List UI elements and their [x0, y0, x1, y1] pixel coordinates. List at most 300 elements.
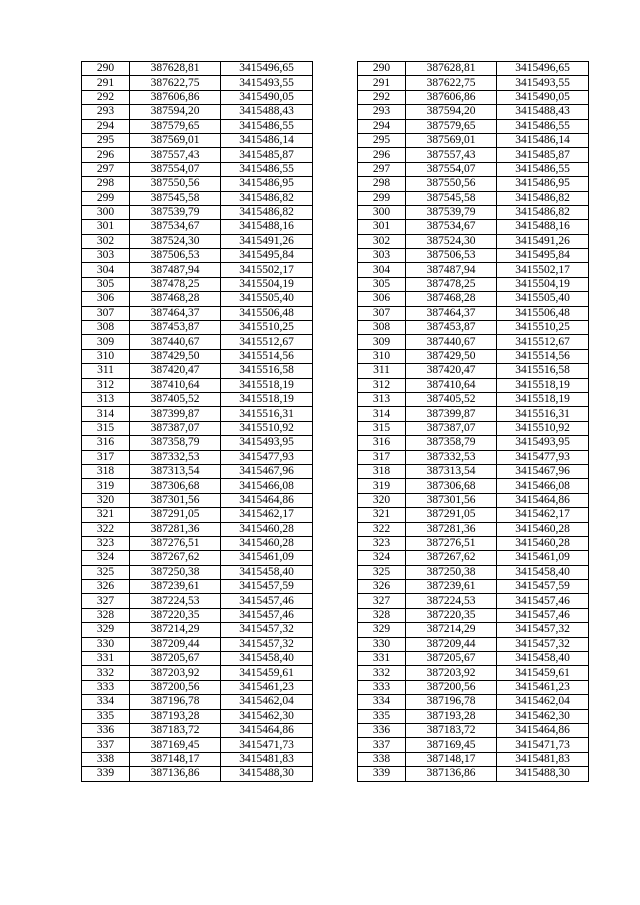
left-point-number-cell: 333 — [82, 680, 130, 694]
left-point-number-cell: 316 — [82, 436, 130, 450]
right-point-number-cell: 290 — [358, 62, 406, 76]
left-y-coordinate-cell: 3415504,19 — [221, 277, 313, 291]
right-y-coordinate-cell: 3415518,19 — [497, 392, 589, 406]
column-gap — [313, 321, 358, 335]
column-gap — [313, 580, 358, 594]
column-gap — [313, 464, 358, 478]
right-x-coordinate-cell: 387464,37 — [406, 306, 497, 320]
right-point-number-cell: 339 — [358, 767, 406, 781]
column-gap — [313, 335, 358, 349]
left-y-coordinate-cell: 3415495,84 — [221, 249, 313, 263]
right-y-coordinate-cell: 3415510,92 — [497, 421, 589, 435]
left-point-number-cell: 313 — [82, 392, 130, 406]
left-y-coordinate-cell: 3415464,86 — [221, 723, 313, 737]
left-point-number-cell: 301 — [82, 220, 130, 234]
left-x-coordinate-cell: 387332,53 — [130, 450, 221, 464]
right-x-coordinate-cell: 387313,54 — [406, 464, 497, 478]
right-y-coordinate-cell: 3415516,58 — [497, 364, 589, 378]
column-gap — [313, 205, 358, 219]
right-point-number-cell: 304 — [358, 263, 406, 277]
left-y-coordinate-cell: 3415486,82 — [221, 191, 313, 205]
right-point-number-cell: 313 — [358, 392, 406, 406]
column-gap — [313, 551, 358, 565]
column-gap — [313, 249, 358, 263]
right-y-coordinate-cell: 3415458,40 — [497, 565, 589, 579]
left-x-coordinate-cell: 387200,56 — [130, 680, 221, 694]
right-point-number-cell: 300 — [358, 205, 406, 219]
table-row — [82, 62, 589, 76]
left-x-coordinate-cell: 387420,47 — [130, 364, 221, 378]
left-y-coordinate-cell: 3415485,87 — [221, 148, 313, 162]
left-point-number-cell: 334 — [82, 695, 130, 709]
table-row — [82, 421, 589, 435]
table-row — [82, 292, 589, 306]
table-row — [82, 306, 589, 320]
table-row — [82, 580, 589, 594]
right-y-coordinate-cell: 3415514,56 — [497, 349, 589, 363]
right-x-coordinate-cell: 387358,79 — [406, 436, 497, 450]
left-point-number-cell: 329 — [82, 623, 130, 637]
table-row — [82, 637, 589, 651]
right-point-number-cell: 335 — [358, 709, 406, 723]
left-x-coordinate-cell: 387545,58 — [130, 191, 221, 205]
left-x-coordinate-cell: 387220,35 — [130, 608, 221, 622]
table-row — [82, 522, 589, 536]
right-x-coordinate-cell: 387387,07 — [406, 421, 497, 435]
left-point-number-cell: 315 — [82, 421, 130, 435]
left-point-number-cell: 307 — [82, 306, 130, 320]
left-x-coordinate-cell: 387148,17 — [130, 752, 221, 766]
column-gap — [313, 105, 358, 119]
left-y-coordinate-cell: 3415488,30 — [221, 767, 313, 781]
left-x-coordinate-cell: 387534,67 — [130, 220, 221, 234]
left-y-coordinate-cell: 3415457,46 — [221, 608, 313, 622]
left-point-number-cell: 293 — [82, 105, 130, 119]
left-y-coordinate-cell: 3415496,65 — [221, 62, 313, 76]
left-x-coordinate-cell: 387524,30 — [130, 234, 221, 248]
column-gap — [313, 421, 358, 435]
left-y-coordinate-cell: 3415486,14 — [221, 133, 313, 147]
right-x-coordinate-cell: 387267,62 — [406, 551, 497, 565]
left-y-coordinate-cell: 3415486,55 — [221, 162, 313, 176]
right-point-number-cell: 298 — [358, 177, 406, 191]
table-row — [82, 90, 589, 104]
left-point-number-cell: 323 — [82, 536, 130, 550]
left-x-coordinate-cell: 387203,92 — [130, 666, 221, 680]
left-x-coordinate-cell: 387478,25 — [130, 277, 221, 291]
left-y-coordinate-cell: 3415490,05 — [221, 90, 313, 104]
right-x-coordinate-cell: 387224,53 — [406, 594, 497, 608]
column-gap — [313, 292, 358, 306]
right-y-coordinate-cell: 3415471,73 — [497, 738, 589, 752]
left-point-number-cell: 303 — [82, 249, 130, 263]
table-row — [82, 479, 589, 493]
column-gap — [313, 594, 358, 608]
column-gap — [313, 191, 358, 205]
right-y-coordinate-cell: 3415486,55 — [497, 119, 589, 133]
right-y-coordinate-cell: 3415457,59 — [497, 580, 589, 594]
left-point-number-cell: 314 — [82, 407, 130, 421]
left-x-coordinate-cell: 387594,20 — [130, 105, 221, 119]
left-y-coordinate-cell: 3415457,59 — [221, 580, 313, 594]
left-point-number-cell: 312 — [82, 378, 130, 392]
left-y-coordinate-cell: 3415514,56 — [221, 349, 313, 363]
right-x-coordinate-cell: 387468,28 — [406, 292, 497, 306]
column-gap — [313, 177, 358, 191]
column-gap — [313, 680, 358, 694]
column-gap — [313, 652, 358, 666]
left-y-coordinate-cell: 3415481,83 — [221, 752, 313, 766]
left-x-coordinate-cell: 387196,78 — [130, 695, 221, 709]
column-gap — [313, 407, 358, 421]
right-y-coordinate-cell: 3415459,61 — [497, 666, 589, 680]
left-x-coordinate-cell: 387506,53 — [130, 249, 221, 263]
left-point-number-cell: 305 — [82, 277, 130, 291]
left-y-coordinate-cell: 3415506,48 — [221, 306, 313, 320]
right-y-coordinate-cell: 3415518,19 — [497, 378, 589, 392]
left-y-coordinate-cell: 3415464,86 — [221, 493, 313, 507]
column-gap — [313, 623, 358, 637]
right-x-coordinate-cell: 387301,56 — [406, 493, 497, 507]
table-row — [82, 608, 589, 622]
right-x-coordinate-cell: 387539,79 — [406, 205, 497, 219]
right-x-coordinate-cell: 387209,44 — [406, 637, 497, 651]
left-y-coordinate-cell: 3415467,96 — [221, 464, 313, 478]
table-row — [82, 249, 589, 263]
column-gap — [313, 220, 358, 234]
left-point-number-cell: 296 — [82, 148, 130, 162]
table-row — [82, 277, 589, 291]
right-y-coordinate-cell: 3415462,04 — [497, 695, 589, 709]
table-row — [82, 652, 589, 666]
right-point-number-cell: 322 — [358, 522, 406, 536]
right-y-coordinate-cell: 3415485,87 — [497, 148, 589, 162]
left-point-number-cell: 332 — [82, 666, 130, 680]
column-gap — [313, 479, 358, 493]
left-point-number-cell: 299 — [82, 191, 130, 205]
right-point-number-cell: 310 — [358, 349, 406, 363]
table-row — [82, 378, 589, 392]
right-y-coordinate-cell: 3415505,40 — [497, 292, 589, 306]
left-x-coordinate-cell: 387557,43 — [130, 148, 221, 162]
right-x-coordinate-cell: 387332,53 — [406, 450, 497, 464]
left-point-number-cell: 330 — [82, 637, 130, 651]
left-point-number-cell: 321 — [82, 508, 130, 522]
right-x-coordinate-cell: 387429,50 — [406, 349, 497, 363]
right-y-coordinate-cell: 3415457,32 — [497, 623, 589, 637]
table-row — [82, 162, 589, 176]
right-x-coordinate-cell: 387220,35 — [406, 608, 497, 622]
column-gap — [313, 349, 358, 363]
right-y-coordinate-cell: 3415457,46 — [497, 594, 589, 608]
column-gap — [313, 76, 358, 90]
table-row — [82, 148, 589, 162]
right-point-number-cell: 292 — [358, 90, 406, 104]
left-point-number-cell: 327 — [82, 594, 130, 608]
table-row — [82, 205, 589, 219]
left-y-coordinate-cell: 3415488,16 — [221, 220, 313, 234]
column-gap — [313, 263, 358, 277]
right-y-coordinate-cell: 3415493,95 — [497, 436, 589, 450]
left-point-number-cell: 294 — [82, 119, 130, 133]
left-y-coordinate-cell: 3415488,43 — [221, 105, 313, 119]
right-point-number-cell: 332 — [358, 666, 406, 680]
right-point-number-cell: 327 — [358, 594, 406, 608]
right-y-coordinate-cell: 3415481,83 — [497, 752, 589, 766]
left-y-coordinate-cell: 3415461,09 — [221, 551, 313, 565]
left-y-coordinate-cell: 3415462,17 — [221, 508, 313, 522]
table-row — [82, 133, 589, 147]
right-y-coordinate-cell: 3415462,17 — [497, 508, 589, 522]
right-y-coordinate-cell: 3415490,05 — [497, 90, 589, 104]
left-point-number-cell: 291 — [82, 76, 130, 90]
left-y-coordinate-cell: 3415462,04 — [221, 695, 313, 709]
column-gap — [313, 378, 358, 392]
right-point-number-cell: 312 — [358, 378, 406, 392]
left-y-coordinate-cell: 3415457,32 — [221, 623, 313, 637]
left-x-coordinate-cell: 387453,87 — [130, 321, 221, 335]
table-row — [82, 695, 589, 709]
right-x-coordinate-cell: 387545,58 — [406, 191, 497, 205]
left-point-number-cell: 302 — [82, 234, 130, 248]
table-row — [82, 450, 589, 464]
column-gap — [313, 234, 358, 248]
table-row — [82, 191, 589, 205]
right-x-coordinate-cell: 387183,72 — [406, 723, 497, 737]
right-x-coordinate-cell: 387306,68 — [406, 479, 497, 493]
left-y-coordinate-cell: 3415460,28 — [221, 522, 313, 536]
left-point-number-cell: 317 — [82, 450, 130, 464]
left-x-coordinate-cell: 387183,72 — [130, 723, 221, 737]
table-row — [82, 436, 589, 450]
right-y-coordinate-cell: 3415464,86 — [497, 723, 589, 737]
table-row — [82, 234, 589, 248]
left-x-coordinate-cell: 387579,65 — [130, 119, 221, 133]
right-point-number-cell: 331 — [358, 652, 406, 666]
left-y-coordinate-cell: 3415477,93 — [221, 450, 313, 464]
left-y-coordinate-cell: 3415518,19 — [221, 378, 313, 392]
left-point-number-cell: 319 — [82, 479, 130, 493]
left-y-coordinate-cell: 3415461,23 — [221, 680, 313, 694]
right-x-coordinate-cell: 387281,36 — [406, 522, 497, 536]
document-page — [81, 61, 570, 782]
column-gap — [313, 90, 358, 104]
left-y-coordinate-cell: 3415510,92 — [221, 421, 313, 435]
left-y-coordinate-cell: 3415460,28 — [221, 536, 313, 550]
table-row — [82, 680, 589, 694]
left-y-coordinate-cell: 3415459,61 — [221, 666, 313, 680]
left-point-number-cell: 335 — [82, 709, 130, 723]
column-gap — [313, 522, 358, 536]
table-row — [82, 594, 589, 608]
left-point-number-cell: 309 — [82, 335, 130, 349]
right-x-coordinate-cell: 387478,25 — [406, 277, 497, 291]
right-x-coordinate-cell: 387169,45 — [406, 738, 497, 752]
right-y-coordinate-cell: 3415486,55 — [497, 162, 589, 176]
left-point-number-cell: 311 — [82, 364, 130, 378]
right-x-coordinate-cell: 387250,38 — [406, 565, 497, 579]
left-x-coordinate-cell: 387539,79 — [130, 205, 221, 219]
right-y-coordinate-cell: 3415464,86 — [497, 493, 589, 507]
right-point-number-cell: 299 — [358, 191, 406, 205]
left-x-coordinate-cell: 387205,67 — [130, 652, 221, 666]
right-y-coordinate-cell: 3415458,40 — [497, 652, 589, 666]
column-gap — [313, 666, 358, 680]
table-row — [82, 565, 589, 579]
left-point-number-cell: 336 — [82, 723, 130, 737]
column-gap — [313, 277, 358, 291]
right-y-coordinate-cell: 3415486,95 — [497, 177, 589, 191]
left-y-coordinate-cell: 3415505,40 — [221, 292, 313, 306]
left-x-coordinate-cell: 387301,56 — [130, 493, 221, 507]
right-point-number-cell: 297 — [358, 162, 406, 176]
left-point-number-cell: 322 — [82, 522, 130, 536]
right-x-coordinate-cell: 387557,43 — [406, 148, 497, 162]
left-x-coordinate-cell: 387358,79 — [130, 436, 221, 450]
table-row — [82, 752, 589, 766]
right-point-number-cell: 291 — [358, 76, 406, 90]
right-point-number-cell: 314 — [358, 407, 406, 421]
right-x-coordinate-cell: 387506,53 — [406, 249, 497, 263]
right-point-number-cell: 326 — [358, 580, 406, 594]
right-y-coordinate-cell: 3415496,65 — [497, 62, 589, 76]
right-y-coordinate-cell: 3415510,25 — [497, 321, 589, 335]
table-row — [82, 767, 589, 781]
table-row — [82, 392, 589, 406]
left-y-coordinate-cell: 3415486,55 — [221, 119, 313, 133]
table-row — [82, 321, 589, 335]
right-x-coordinate-cell: 387622,75 — [406, 76, 497, 90]
column-gap — [313, 767, 358, 781]
column-gap — [313, 709, 358, 723]
table-row — [82, 709, 589, 723]
left-point-number-cell: 326 — [82, 580, 130, 594]
column-gap — [313, 493, 358, 507]
left-x-coordinate-cell: 387267,62 — [130, 551, 221, 565]
left-point-number-cell: 308 — [82, 321, 130, 335]
right-point-number-cell: 303 — [358, 249, 406, 263]
right-x-coordinate-cell: 387410,64 — [406, 378, 497, 392]
table-row — [82, 493, 589, 507]
right-x-coordinate-cell: 387569,01 — [406, 133, 497, 147]
right-y-coordinate-cell: 3415495,84 — [497, 249, 589, 263]
right-point-number-cell: 316 — [358, 436, 406, 450]
column-gap — [313, 162, 358, 176]
right-point-number-cell: 295 — [358, 133, 406, 147]
coordinate-table-body — [82, 62, 589, 782]
left-point-number-cell: 328 — [82, 608, 130, 622]
left-x-coordinate-cell: 387291,05 — [130, 508, 221, 522]
left-point-number-cell: 338 — [82, 752, 130, 766]
right-point-number-cell: 307 — [358, 306, 406, 320]
right-x-coordinate-cell: 387200,56 — [406, 680, 497, 694]
table-row — [82, 177, 589, 191]
right-point-number-cell: 333 — [358, 680, 406, 694]
column-gap — [313, 392, 358, 406]
column-gap — [313, 752, 358, 766]
column-gap — [313, 306, 358, 320]
column-gap — [313, 738, 358, 752]
right-y-coordinate-cell: 3415486,82 — [497, 191, 589, 205]
right-y-coordinate-cell: 3415506,48 — [497, 306, 589, 320]
right-y-coordinate-cell: 3415477,93 — [497, 450, 589, 464]
left-y-coordinate-cell: 3415457,46 — [221, 594, 313, 608]
right-x-coordinate-cell: 387534,67 — [406, 220, 497, 234]
table-row — [82, 364, 589, 378]
left-x-coordinate-cell: 387440,67 — [130, 335, 221, 349]
left-point-number-cell: 324 — [82, 551, 130, 565]
right-y-coordinate-cell: 3415493,55 — [497, 76, 589, 90]
right-x-coordinate-cell: 387550,56 — [406, 177, 497, 191]
right-point-number-cell: 296 — [358, 148, 406, 162]
left-point-number-cell: 310 — [82, 349, 130, 363]
right-point-number-cell: 315 — [358, 421, 406, 435]
right-point-number-cell: 330 — [358, 637, 406, 651]
table-row — [82, 349, 589, 363]
right-x-coordinate-cell: 387214,29 — [406, 623, 497, 637]
left-x-coordinate-cell: 387606,86 — [130, 90, 221, 104]
left-x-coordinate-cell: 387554,07 — [130, 162, 221, 176]
right-point-number-cell: 334 — [358, 695, 406, 709]
right-point-number-cell: 324 — [358, 551, 406, 565]
left-y-coordinate-cell: 3415471,73 — [221, 738, 313, 752]
column-gap — [313, 450, 358, 464]
right-point-number-cell: 320 — [358, 493, 406, 507]
right-x-coordinate-cell: 387487,94 — [406, 263, 497, 277]
left-point-number-cell: 297 — [82, 162, 130, 176]
left-y-coordinate-cell: 3415516,31 — [221, 407, 313, 421]
table-row — [82, 407, 589, 421]
right-x-coordinate-cell: 387405,52 — [406, 392, 497, 406]
left-x-coordinate-cell: 387169,45 — [130, 738, 221, 752]
left-x-coordinate-cell: 387405,52 — [130, 392, 221, 406]
column-gap — [313, 637, 358, 651]
left-y-coordinate-cell: 3415466,08 — [221, 479, 313, 493]
right-y-coordinate-cell: 3415457,46 — [497, 608, 589, 622]
left-y-coordinate-cell: 3415486,95 — [221, 177, 313, 191]
table-row — [82, 119, 589, 133]
table-row — [82, 536, 589, 550]
right-x-coordinate-cell: 387239,61 — [406, 580, 497, 594]
left-y-coordinate-cell: 3415457,32 — [221, 637, 313, 651]
left-point-number-cell: 318 — [82, 464, 130, 478]
table-row — [82, 76, 589, 90]
right-point-number-cell: 337 — [358, 738, 406, 752]
right-y-coordinate-cell: 3415486,14 — [497, 133, 589, 147]
left-x-coordinate-cell: 387487,94 — [130, 263, 221, 277]
right-y-coordinate-cell: 3415457,32 — [497, 637, 589, 651]
left-y-coordinate-cell: 3415458,40 — [221, 565, 313, 579]
right-point-number-cell: 293 — [358, 105, 406, 119]
left-y-coordinate-cell: 3415510,25 — [221, 321, 313, 335]
right-x-coordinate-cell: 387203,92 — [406, 666, 497, 680]
right-x-coordinate-cell: 387196,78 — [406, 695, 497, 709]
left-point-number-cell: 295 — [82, 133, 130, 147]
left-point-number-cell: 300 — [82, 205, 130, 219]
right-point-number-cell: 306 — [358, 292, 406, 306]
left-x-coordinate-cell: 387224,53 — [130, 594, 221, 608]
right-x-coordinate-cell: 387440,67 — [406, 335, 497, 349]
left-x-coordinate-cell: 387429,50 — [130, 349, 221, 363]
right-point-number-cell: 336 — [358, 723, 406, 737]
column-gap — [313, 723, 358, 737]
left-point-number-cell: 306 — [82, 292, 130, 306]
right-x-coordinate-cell: 387453,87 — [406, 321, 497, 335]
right-y-coordinate-cell: 3415460,28 — [497, 536, 589, 550]
right-x-coordinate-cell: 387524,30 — [406, 234, 497, 248]
left-point-number-cell: 337 — [82, 738, 130, 752]
left-y-coordinate-cell: 3415493,55 — [221, 76, 313, 90]
